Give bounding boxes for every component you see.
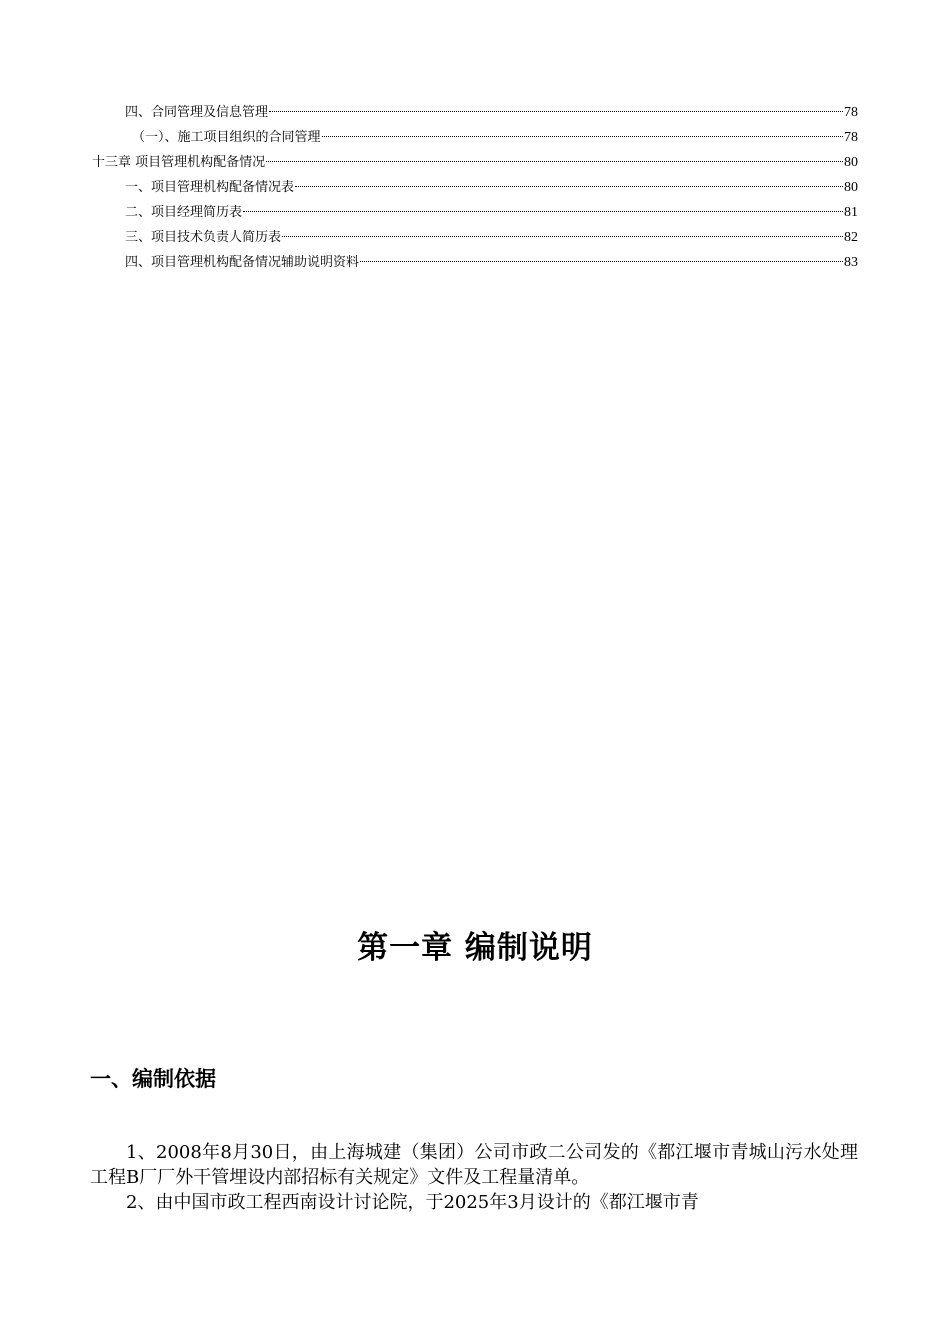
toc-entry-contract-info-management[interactable] <box>92 100 858 125</box>
table-of-contents <box>92 100 858 275</box>
toc-page-number: 80 <box>844 180 858 195</box>
body-text <box>90 1140 858 1215</box>
toc-entry-supplementary-materials[interactable] <box>92 250 858 275</box>
toc-dot-leader <box>266 161 843 162</box>
toc-entry-text: 二、项目经理简历表 <box>125 205 243 220</box>
toc-dot-leader <box>269 111 843 112</box>
toc-entry-text: 四、合同管理及信息管理 <box>125 105 269 120</box>
toc-dot-leader <box>295 186 843 187</box>
toc-entry-text: 十三章 项目管理机构配备情况 <box>92 155 266 170</box>
toc-page-number: 81 <box>844 205 858 220</box>
toc-entry-manager-resume[interactable] <box>92 200 858 225</box>
toc-entry-text: 三、项目技术负责人简历表 <box>125 230 282 245</box>
toc-entry-chapter-13[interactable] <box>92 150 858 175</box>
toc-dot-leader <box>360 261 843 262</box>
chapter-title: 第一章 编制说明 <box>357 930 593 966</box>
toc-entry-text: 一、项目管理机构配备情况表 <box>125 180 295 195</box>
toc-dot-leader <box>243 211 843 212</box>
toc-page-number: 78 <box>844 105 858 120</box>
toc-dot-leader <box>282 236 843 237</box>
paragraph: 1、2008年8月30日，由上海城建（集团）公司市政二公司发的《都江堰市青城山污水处理工程B厂厂外干管埋设内部招标有关规定》文件及工程量清单。 <box>90 1142 858 1188</box>
toc-page-number: 78 <box>844 130 858 145</box>
toc-page-number: 82 <box>844 230 858 245</box>
toc-entry-text: （一）、施工项目组织的合同管理 <box>132 130 321 145</box>
toc-entry-construction-contract-management[interactable] <box>92 125 858 150</box>
toc-entry-text: 四、项目管理机构配备情况辅助说明资料 <box>125 255 360 270</box>
toc-page-number: 83 <box>844 255 858 270</box>
section-heading: 一、编制依据 <box>90 1067 216 1091</box>
toc-page-number: 80 <box>844 155 858 170</box>
paragraph: 2、由中国市政工程西南设计讨论院，于2025年3月设计的《都江堰市青 <box>126 1192 699 1213</box>
toc-entry-technical-lead-resume[interactable] <box>92 225 858 250</box>
toc-entry-organization-table[interactable] <box>92 175 858 200</box>
toc-dot-leader <box>322 136 843 137</box>
